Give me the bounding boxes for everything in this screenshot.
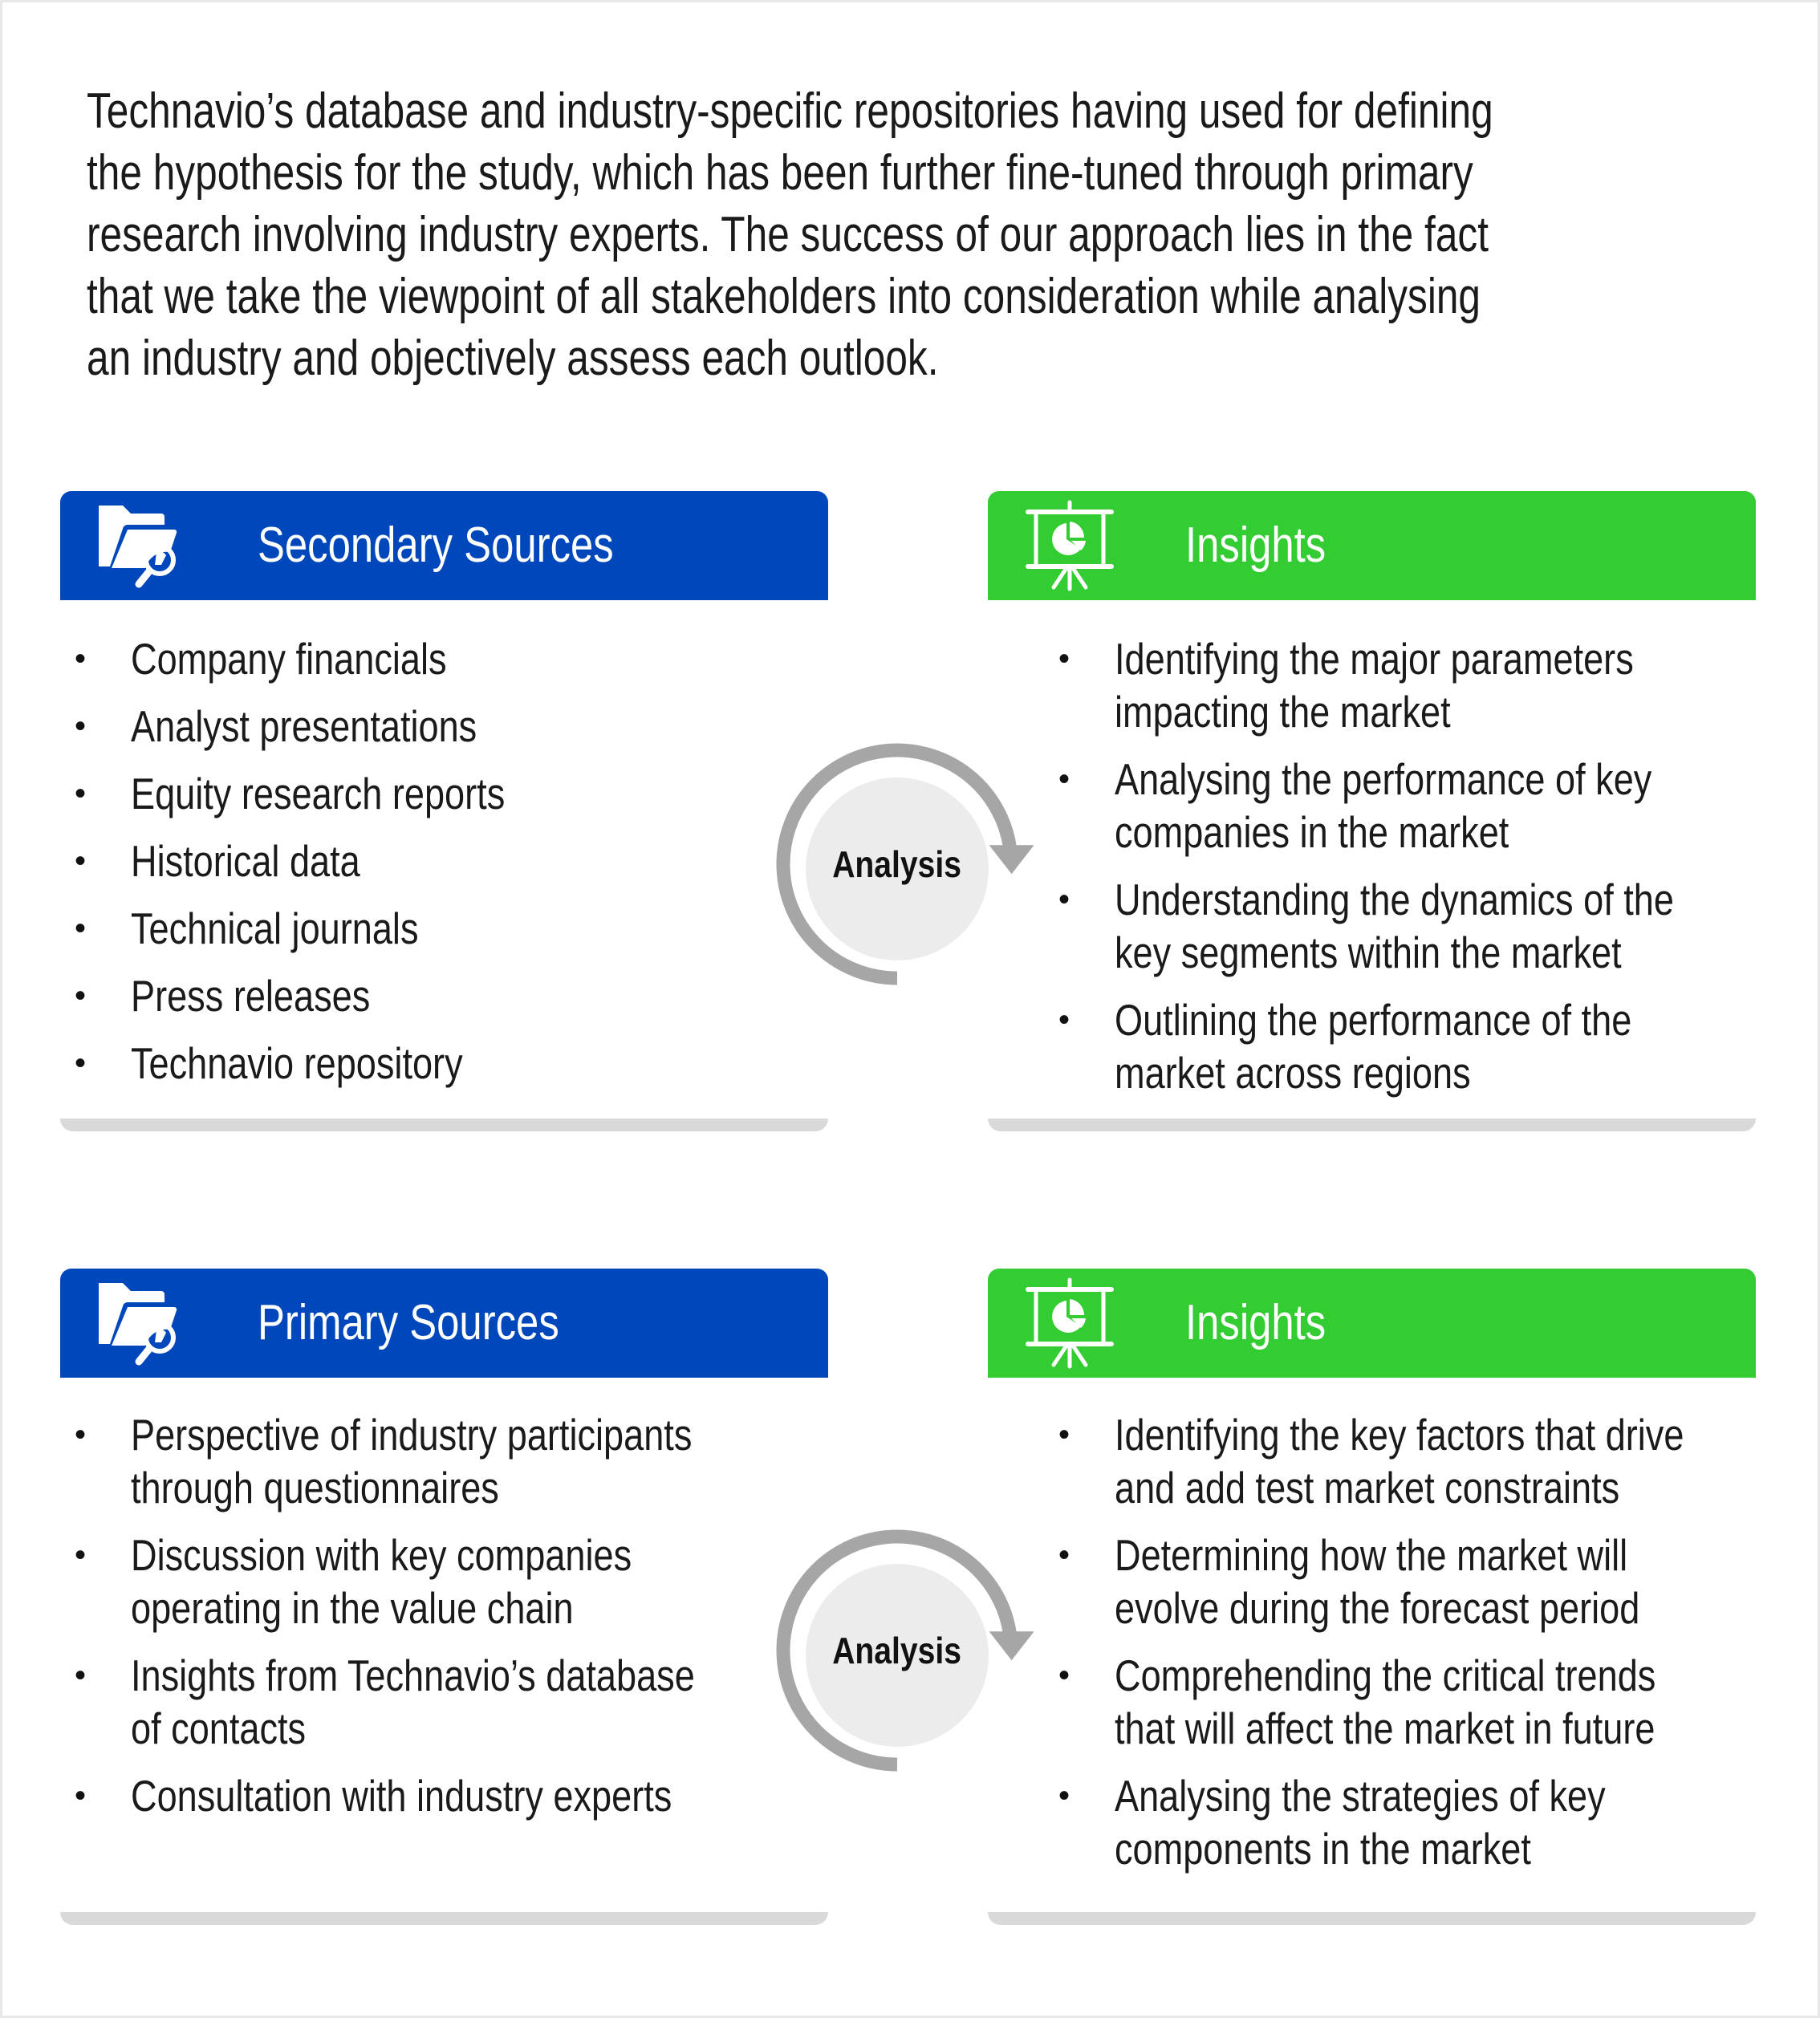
list-item-text [131, 1037, 535, 1090]
card-title: Secondary Sources [258, 518, 614, 573]
list-item-text [131, 969, 423, 1022]
list-item-line: operating in the value chain [131, 1583, 574, 1633]
card-header [988, 1269, 1756, 1378]
list-item-line: market across regions [1115, 1048, 1471, 1098]
bullet-icon: • [1058, 1658, 1070, 1693]
bullet-icon: • [75, 1778, 87, 1813]
list-item-text [131, 902, 481, 955]
list-item-text [1115, 1529, 1755, 1634]
bullet-icon: • [75, 709, 87, 744]
list-item-line: Understanding the dynamics of the [1115, 875, 1674, 924]
card-title: Insights [1185, 518, 1326, 573]
list-item-text [131, 834, 410, 887]
presentation-pie-chart-icon [1023, 499, 1116, 592]
analysis-cycle [761, 1514, 1034, 1787]
list-item-text [131, 700, 553, 753]
list-item-text [131, 1649, 819, 1755]
list-item-line: Perspective of industry participants [131, 1410, 693, 1460]
list-item-text [1115, 1408, 1809, 1514]
list-item-line: Press releases [131, 971, 371, 1021]
bullet-icon: • [75, 1537, 87, 1573]
list-item-line: Determining how the market will [1115, 1530, 1628, 1580]
card-title: Insights [1185, 1295, 1326, 1350]
list-item-line: Technavio repository [131, 1038, 463, 1088]
card-footer-bar [60, 1119, 828, 1131]
list-item-text [1115, 1649, 1774, 1755]
list-item-line: impacting the market [1115, 687, 1451, 737]
card-header [60, 491, 828, 600]
list-item-line: through questionnaires [131, 1463, 499, 1512]
list-item-text [1115, 1769, 1713, 1875]
list-item-line: Outlining the performance of the [1115, 995, 1632, 1045]
bullet-icon: • [75, 641, 87, 676]
card-title: Primary Sources [258, 1295, 559, 1350]
list-item-line: Equity research reports [131, 769, 506, 818]
list-item-line: of contacts [131, 1703, 307, 1753]
card-footer-bar [988, 1119, 1756, 1131]
bullet-icon: • [1058, 1417, 1070, 1452]
bullet-icon: • [1058, 1002, 1070, 1037]
card-header [60, 1269, 828, 1378]
bullet-icon: • [1058, 882, 1070, 917]
analysis-label: Analysis [832, 843, 962, 885]
intro-line: Technavio’s database and industry-specific repositories having used for defining [87, 83, 1493, 139]
list-item-line: that will affect the market in future [1115, 1703, 1655, 1753]
list-item-text [1115, 632, 1748, 738]
analysis-label: Analysis [832, 1630, 962, 1671]
bullet-icon: • [1058, 761, 1070, 797]
bullet-icon: • [75, 843, 87, 879]
list-item-line: Historical data [131, 836, 360, 886]
list-item-text [1115, 753, 1769, 859]
folder-search-icon [95, 499, 189, 592]
intro-line: the hypothesis for the study, which has been further fine-tuned through primary [87, 145, 1473, 201]
presentation-pie-chart-icon [1023, 1277, 1116, 1370]
list-item-line: Identifying the major parameters [1115, 634, 1634, 684]
list-item-line: Company financials [131, 634, 447, 684]
intro-line: an industry and objectively assess each outlook. [87, 331, 939, 386]
bullet-icon: • [1058, 1778, 1070, 1813]
list-item-line: Analysing the performance of key [1115, 754, 1652, 804]
bullet-icon: • [1058, 1537, 1070, 1573]
list-item-text [131, 1529, 741, 1634]
bullet-icon: • [75, 911, 87, 946]
card-footer-bar [988, 1912, 1756, 1925]
intro-line: that we take the viewpoint of all stakeholders into consideration while analysing [87, 269, 1481, 324]
card-header [988, 491, 1756, 600]
bullet-icon: • [75, 1046, 87, 1081]
card-footer-bar [60, 1912, 828, 1925]
list-item-text [1115, 873, 1797, 979]
list-item-text [131, 1769, 790, 1822]
bullet-icon: • [1058, 641, 1070, 676]
list-item-line: and add test market constraints [1115, 1463, 1620, 1512]
list-item-line: Technical journals [131, 903, 419, 953]
analysis-label-wrap [761, 1514, 1034, 1787]
list-item-text [1115, 993, 1745, 1099]
analysis-cycle [761, 728, 1034, 1001]
bullet-icon: • [75, 1658, 87, 1693]
list-item-line: components in the market [1115, 1824, 1531, 1874]
list-item-line: Comprehending the critical trends [1115, 1651, 1656, 1700]
folder-search-icon [95, 1277, 189, 1370]
list-item-line: Identifying the key factors that drive [1115, 1410, 1684, 1460]
intro-paragraph [87, 80, 1820, 389]
list-item-line: Discussion with key companies [131, 1530, 632, 1580]
bullet-icon: • [75, 776, 87, 811]
bullet-icon: • [75, 1417, 87, 1452]
list-item-line: Analysing the strategies of key [1115, 1771, 1606, 1821]
list-item-text [131, 1408, 815, 1514]
list-item-line: Consultation with industry experts [131, 1771, 672, 1821]
list-item-text [131, 767, 587, 820]
list-item-line: evolve during the forecast period [1115, 1583, 1640, 1633]
list-item-line: companies in the market [1115, 807, 1509, 857]
list-item-line: Insights from Technavio’s database [131, 1651, 695, 1700]
list-item-line: Analyst presentations [131, 701, 477, 751]
analysis-label-wrap [761, 728, 1034, 1001]
list-item-line: key segments within the market [1115, 928, 1622, 977]
list-item-text [131, 632, 516, 685]
bullet-icon: • [75, 978, 87, 1013]
intro-line: research involving industry experts. The success of our approach lies in the fact [87, 207, 1489, 262]
